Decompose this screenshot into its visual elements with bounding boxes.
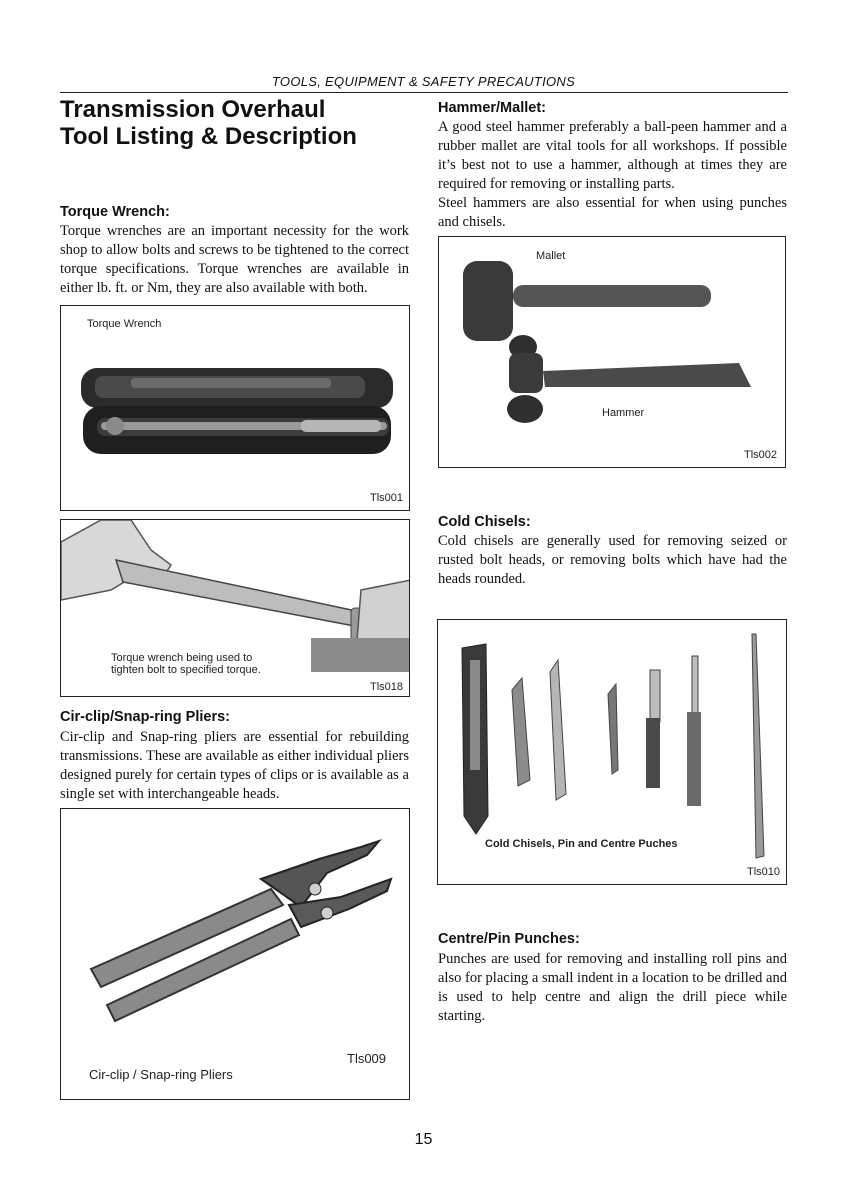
- hammer-mallet-text-2: Steel hammers are also essential for when using punches and chisels.: [438, 195, 787, 230]
- centre-pin-punches-text: Punches are used for removing and installing roll pins and also for placing a small indent in a location to be drilled and is used to help centre and align the drill piece while starting.: [438, 951, 787, 1024]
- running-header: TOOLS, EQUIPMENT & SAFETY PRECAUTIONS: [271, 74, 576, 89]
- hammer-mallet-heading: Hammer/Mallet:: [438, 100, 546, 116]
- torque-wrench-use-caption: Torque wrench being used to tighten bolt to specified torque.: [111, 652, 261, 676]
- torque-wrench-figure-code: Tls001: [369, 492, 403, 504]
- hammer-mallet-text: [438, 118, 787, 232]
- circlip-pliers-figure: [60, 808, 410, 1100]
- circlip-pliers-figure-caption: Cir-clip / Snap-ring Pliers: [89, 1067, 233, 1082]
- circlip-pliers-heading: Cir-clip/Snap-ring Pliers:: [60, 709, 230, 725]
- circlip-pliers-figure-code: Tls009: [347, 1051, 387, 1066]
- header-rule: [60, 92, 788, 93]
- torque-wrench-use-figure: [60, 519, 410, 697]
- hammer-mallet-text-1: A good steel hammer preferably a ball-peen hammer and a rubber mallet are vital tools for all workshops. If possible it’s best not to use a hammer, although at times they are required for removing or installing parts.: [438, 119, 787, 192]
- page-title-line-2: Tool Listing & Description: [60, 123, 357, 150]
- page-number: 15: [414, 1131, 433, 1148]
- hammer-label: Hammer: [602, 407, 645, 419]
- torque-wrench-case-image: [61, 306, 410, 511]
- torque-wrench-figure-caption: Torque Wrench: [87, 318, 162, 330]
- hammer-mallet-figure-code: Tls002: [743, 449, 777, 461]
- cold-chisels-heading: Cold Chisels:: [438, 514, 531, 530]
- page-title-line-1: Transmission Overhaul: [60, 96, 326, 123]
- page-title: [60, 96, 420, 150]
- torque-wrench-heading: Torque Wrench:: [60, 204, 170, 220]
- cold-chisels-text: Cold chisels are generally used for removing seized or rusted bolt heads, or removing bolts which have had the heads rounded.: [438, 533, 787, 587]
- centre-pin-punches-heading: Centre/Pin Punches:: [438, 931, 580, 947]
- mallet-label: Mallet: [536, 250, 566, 262]
- torque-wrench-figure: [60, 305, 410, 511]
- torque-wrench-text: Torque wrenches are an important necessity for the work shop to allow bolts and screws to be tightened to the correct torque specifications. Torque wrenches are available in either lb. ft. or Nm, they are also available with both.: [60, 223, 409, 296]
- cold-chisels-figure-caption: Cold Chisels, Pin and Centre Puches: [485, 838, 678, 850]
- circlip-pliers-text: Cir-clip and Snap-ring pliers are essential for rebuilding transmissions. These are available as either individual pliers designed purely for certain types of clips or is available as a single set with interchangeable heads.: [60, 729, 409, 802]
- torque-wrench-use-code: Tls018: [369, 681, 403, 693]
- cold-chisels-figure: [437, 619, 787, 885]
- cold-chisels-figure-code: Tls010: [746, 866, 780, 878]
- hammer-mallet-image: [439, 237, 786, 468]
- hammer-mallet-figure: [438, 236, 786, 468]
